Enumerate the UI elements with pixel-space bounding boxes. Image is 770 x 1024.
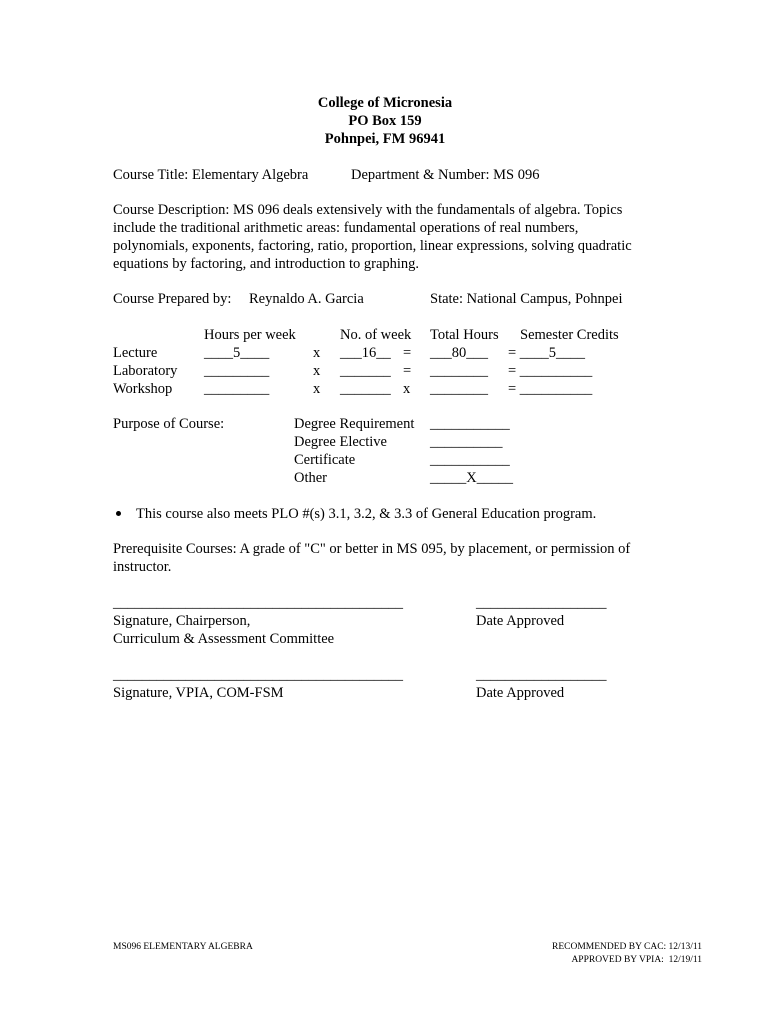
header-total-hours: Total Hours: [430, 327, 499, 343]
plo-note: This course also meets PLO #(s) 3.1, 3.2, & 3.3 of General Education program.: [136, 506, 597, 522]
prerequisites-line: Prerequisite Courses: A grade of "C" or better in MS 095, by placement, or permission of: [113, 541, 631, 557]
purpose-other: Other: [294, 470, 328, 486]
lecture-total: ___80___: [430, 345, 488, 361]
laboratory-hours: _________: [204, 363, 270, 379]
header-no-of-week: No. of week: [340, 327, 412, 343]
chair-signature-line: ________________________________________: [113, 595, 403, 611]
workshop-total: ________: [430, 381, 488, 397]
vpia-date-approved: Date Approved: [476, 685, 565, 701]
footer-approved: APPROVED BY VPIA: 12/19/11: [571, 955, 702, 965]
course-title: Course Title: Elementary Algebra: [113, 167, 309, 183]
preparer-name: Reynaldo A. Garcia: [249, 291, 364, 307]
purpose-certificate: Certificate: [294, 452, 356, 468]
row-label-workshop: Workshop: [113, 381, 173, 397]
workshop-multiply: x: [313, 381, 321, 397]
department-number: Department & Number: MS 096: [351, 167, 540, 183]
prepared-by-label: Course Prepared by:: [113, 291, 232, 307]
description-line: include the traditional arithmetic areas: fundamental operations of real numbers,: [113, 220, 579, 236]
purpose-degree-elective: Degree Elective: [294, 434, 387, 450]
lecture-multiply: x: [313, 345, 321, 361]
footer-course-code: MS096 ELEMENTARY ALGEBRA: [113, 942, 253, 952]
purpose-other-value: _____X_____: [430, 470, 513, 486]
description-line: equations by factoring, and introduction to graphing.: [113, 256, 420, 272]
prerequisites-line: instructor.: [113, 559, 172, 575]
lecture-hours: ____5____: [204, 345, 270, 361]
laboratory-equals: =: [403, 363, 412, 379]
chair-signature-label: Signature, Chairperson,: [113, 613, 251, 629]
lecture-weeks: ___16__: [340, 345, 391, 361]
vpia-signature-line: ________________________________________: [113, 667, 403, 683]
workshop-hours: _________: [204, 381, 270, 397]
workshop-credits: = __________: [508, 381, 593, 397]
purpose-label: Purpose of Course:: [113, 416, 225, 432]
laboratory-weeks: _______: [340, 363, 391, 379]
header-hours-per-week: Hours per week: [204, 327, 296, 343]
description-line: polynomials, exponents, factoring, ratio, proportion, linear expressions, solving quadratic: [113, 238, 632, 254]
laboratory-credits: = __________: [508, 363, 593, 379]
purpose-certificate-value: ___________: [430, 452, 510, 468]
vpia-signature-label: Signature, VPIA, COM-FSM: [113, 685, 284, 701]
lecture-equals: =: [403, 345, 412, 361]
description-line: Course Description: MS 096 deals extensively with the fundamentals of algebra. Topics: [113, 202, 623, 218]
state-campus: State: National Campus, Pohnpei: [430, 291, 623, 307]
college-name: College of Micronesia: [317, 95, 453, 111]
laboratory-multiply: x: [313, 363, 321, 379]
footer-recommended: RECOMMENDED BY CAC: 12/13/11: [552, 942, 702, 952]
vpia-date-line: __________________: [476, 667, 607, 683]
purpose-degree-requirement: Degree Requirement: [294, 416, 415, 432]
chair-date-approved: Date Approved: [476, 613, 565, 629]
purpose-degree-requirement-value: ___________: [430, 416, 510, 432]
chair-date-line: __________________: [476, 595, 607, 611]
committee-label: Curriculum & Assessment Committee: [113, 631, 335, 647]
po-box: PO Box 159: [348, 113, 422, 129]
workshop-operator: x: [403, 381, 411, 397]
row-label-laboratory: Laboratory: [113, 363, 178, 379]
row-label-lecture: Lecture: [113, 345, 158, 361]
city-address: Pohnpei, FM 96941: [324, 131, 446, 147]
workshop-weeks: _______: [340, 381, 391, 397]
bullet-icon: [116, 511, 121, 516]
laboratory-total: ________: [430, 363, 488, 379]
lecture-credits: = ____5____: [508, 345, 586, 361]
header-semester-credits: Semester Credits: [520, 327, 619, 343]
purpose-degree-elective-value: __________: [430, 434, 503, 450]
